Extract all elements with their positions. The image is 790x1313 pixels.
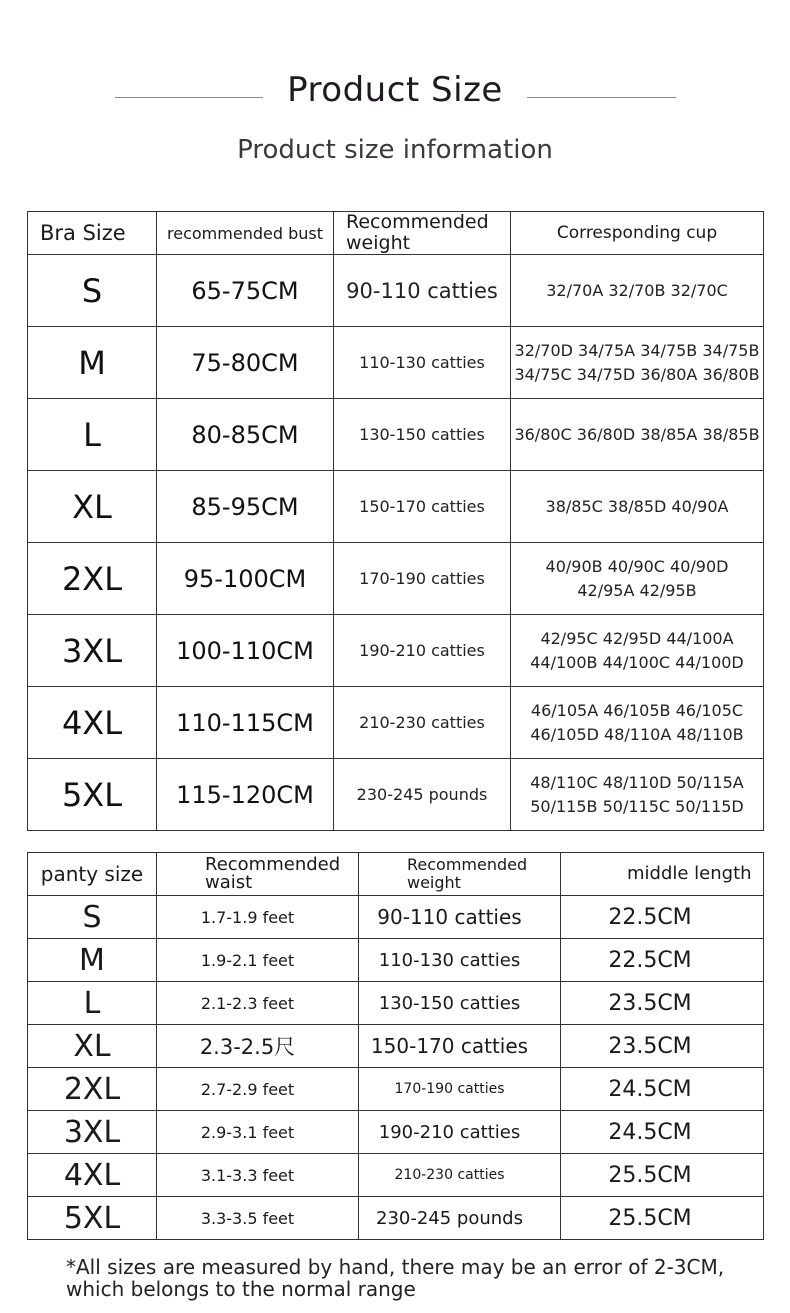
panty-header-size: panty size — [28, 853, 157, 896]
bra-cup: 38/85C 38/85D 40/90A — [511, 471, 764, 543]
table-row — [28, 687, 764, 759]
bra-bust: 100-110CM — [157, 615, 334, 687]
panty-size: L — [28, 982, 157, 1025]
table-row — [28, 327, 764, 399]
bra-cup: 32/70D 34/75A 34/75B 34/75B 34/75C 34/75D 36/80A 36/80B — [511, 327, 764, 399]
bra-size: S — [28, 255, 157, 327]
panty-weight: 230-245 pounds — [359, 1197, 561, 1240]
panty-length: 22.5CM — [561, 896, 764, 939]
bra-cup: 42/95C 42/95D 44/100A 44/100B 44/100C 44/100D — [511, 615, 764, 687]
table-row — [28, 759, 764, 831]
bra-weight: 210-230 catties — [334, 687, 511, 759]
table-row — [28, 543, 764, 615]
table-row — [28, 939, 764, 982]
panty-length: 24.5CM — [561, 1068, 764, 1111]
bra-size: XL — [28, 471, 157, 543]
panty-length: 23.5CM — [561, 982, 764, 1025]
panty-length: 23.5CM — [561, 1025, 764, 1068]
bra-cup: 40/90B 40/90C 40/90D 42/95A 42/95B — [511, 543, 764, 615]
bra-bust: 75-80CM — [157, 327, 334, 399]
panty-weight: 110-130 catties — [359, 939, 561, 982]
panty-size: 3XL — [28, 1111, 157, 1154]
panty-header-row — [28, 853, 764, 896]
panty-waist: 2.1-2.3 feet — [157, 982, 359, 1025]
bra-weight: 170-190 catties — [334, 543, 511, 615]
panty-weight: 210-230 catties — [359, 1154, 561, 1197]
panty-header-waist: Recommended waist — [157, 853, 359, 896]
panty-weight: 190-210 catties — [359, 1111, 561, 1154]
panty-waist: 1.7-1.9 feet — [157, 896, 359, 939]
panty-weight: 130-150 catties — [359, 982, 561, 1025]
table-row — [28, 896, 764, 939]
bra-weight: 230-245 pounds — [334, 759, 511, 831]
bra-header-bust: recommended bust — [157, 212, 334, 255]
bra-size: 5XL — [28, 759, 157, 831]
panty-header-weight: Recommended weight — [359, 853, 561, 896]
bra-cup: 48/110C 48/110D 50/115A 50/115B 50/115C 50/115D — [511, 759, 764, 831]
panty-header-length: middle length — [561, 853, 764, 896]
table-row — [28, 471, 764, 543]
bra-bust: 115-120CM — [157, 759, 334, 831]
table-row — [28, 1025, 764, 1068]
table-row — [28, 1197, 764, 1240]
panty-size-table — [27, 852, 764, 1240]
bra-cup: 36/80C 36/80D 38/85A 38/85B — [511, 399, 764, 471]
table-row — [28, 982, 764, 1025]
bra-bust: 95-100CM — [157, 543, 334, 615]
bra-bust: 110-115CM — [157, 687, 334, 759]
table-row — [28, 399, 764, 471]
panty-waist: 3.3-3.5 feet — [157, 1197, 359, 1240]
page-title: Product Size — [287, 70, 503, 110]
bra-size: 3XL — [28, 615, 157, 687]
table-row — [28, 1111, 764, 1154]
panty-length: 25.5CM — [561, 1154, 764, 1197]
bra-size: M — [28, 327, 157, 399]
panty-size: XL — [28, 1025, 157, 1068]
bra-weight: 150-170 catties — [334, 471, 511, 543]
bra-weight: 110-130 catties — [334, 327, 511, 399]
bra-header-weight: Recommended weight — [334, 212, 511, 255]
page-subtitle: Product size information — [237, 135, 553, 165]
panty-length: 24.5CM — [561, 1111, 764, 1154]
panty-size: M — [28, 939, 157, 982]
bra-header-size: Bra Size — [28, 212, 157, 255]
bra-cup: 32/70A 32/70B 32/70C — [511, 255, 764, 327]
bra-size-table — [27, 211, 764, 831]
panty-length: 25.5CM — [561, 1197, 764, 1240]
bra-header-row — [28, 212, 764, 255]
bra-header-cup: Corresponding cup — [511, 212, 764, 255]
bra-weight: 190-210 catties — [334, 615, 511, 687]
panty-waist: 1.9-2.1 feet — [157, 939, 359, 982]
bra-size: 2XL — [28, 543, 157, 615]
table-row — [28, 615, 764, 687]
panty-size: 2XL — [28, 1068, 157, 1111]
table-row — [28, 1154, 764, 1197]
bra-bust: 85-95CM — [157, 471, 334, 543]
bra-weight: 90-110 catties — [334, 255, 511, 327]
measurement-note: *All sizes are measured by hand, there may be an error of 2-3CM, which belongs to the normal range — [66, 1255, 725, 1301]
table-row — [28, 1068, 764, 1111]
panty-waist: 3.1-3.3 feet — [157, 1154, 359, 1197]
table-row — [28, 255, 764, 327]
panty-size: 5XL — [28, 1197, 157, 1240]
bra-bust: 80-85CM — [157, 399, 334, 471]
panty-waist: 2.3-2.5尺 — [157, 1025, 359, 1068]
bra-bust: 65-75CM — [157, 255, 334, 327]
panty-size: 4XL — [28, 1154, 157, 1197]
panty-waist: 2.9-3.1 feet — [157, 1111, 359, 1154]
bra-cup: 46/105A 46/105B 46/105C 46/105D 48/110A 48/110B — [511, 687, 764, 759]
bra-weight: 130-150 catties — [334, 399, 511, 471]
panty-weight: 90-110 catties — [359, 896, 561, 939]
bra-size: L — [28, 399, 157, 471]
bra-size: 4XL — [28, 687, 157, 759]
panty-waist: 2.7-2.9 feet — [157, 1068, 359, 1111]
panty-size: S — [28, 896, 157, 939]
panty-length: 22.5CM — [561, 939, 764, 982]
panty-weight: 150-170 catties — [359, 1025, 561, 1068]
panty-weight: 170-190 catties — [359, 1068, 561, 1111]
